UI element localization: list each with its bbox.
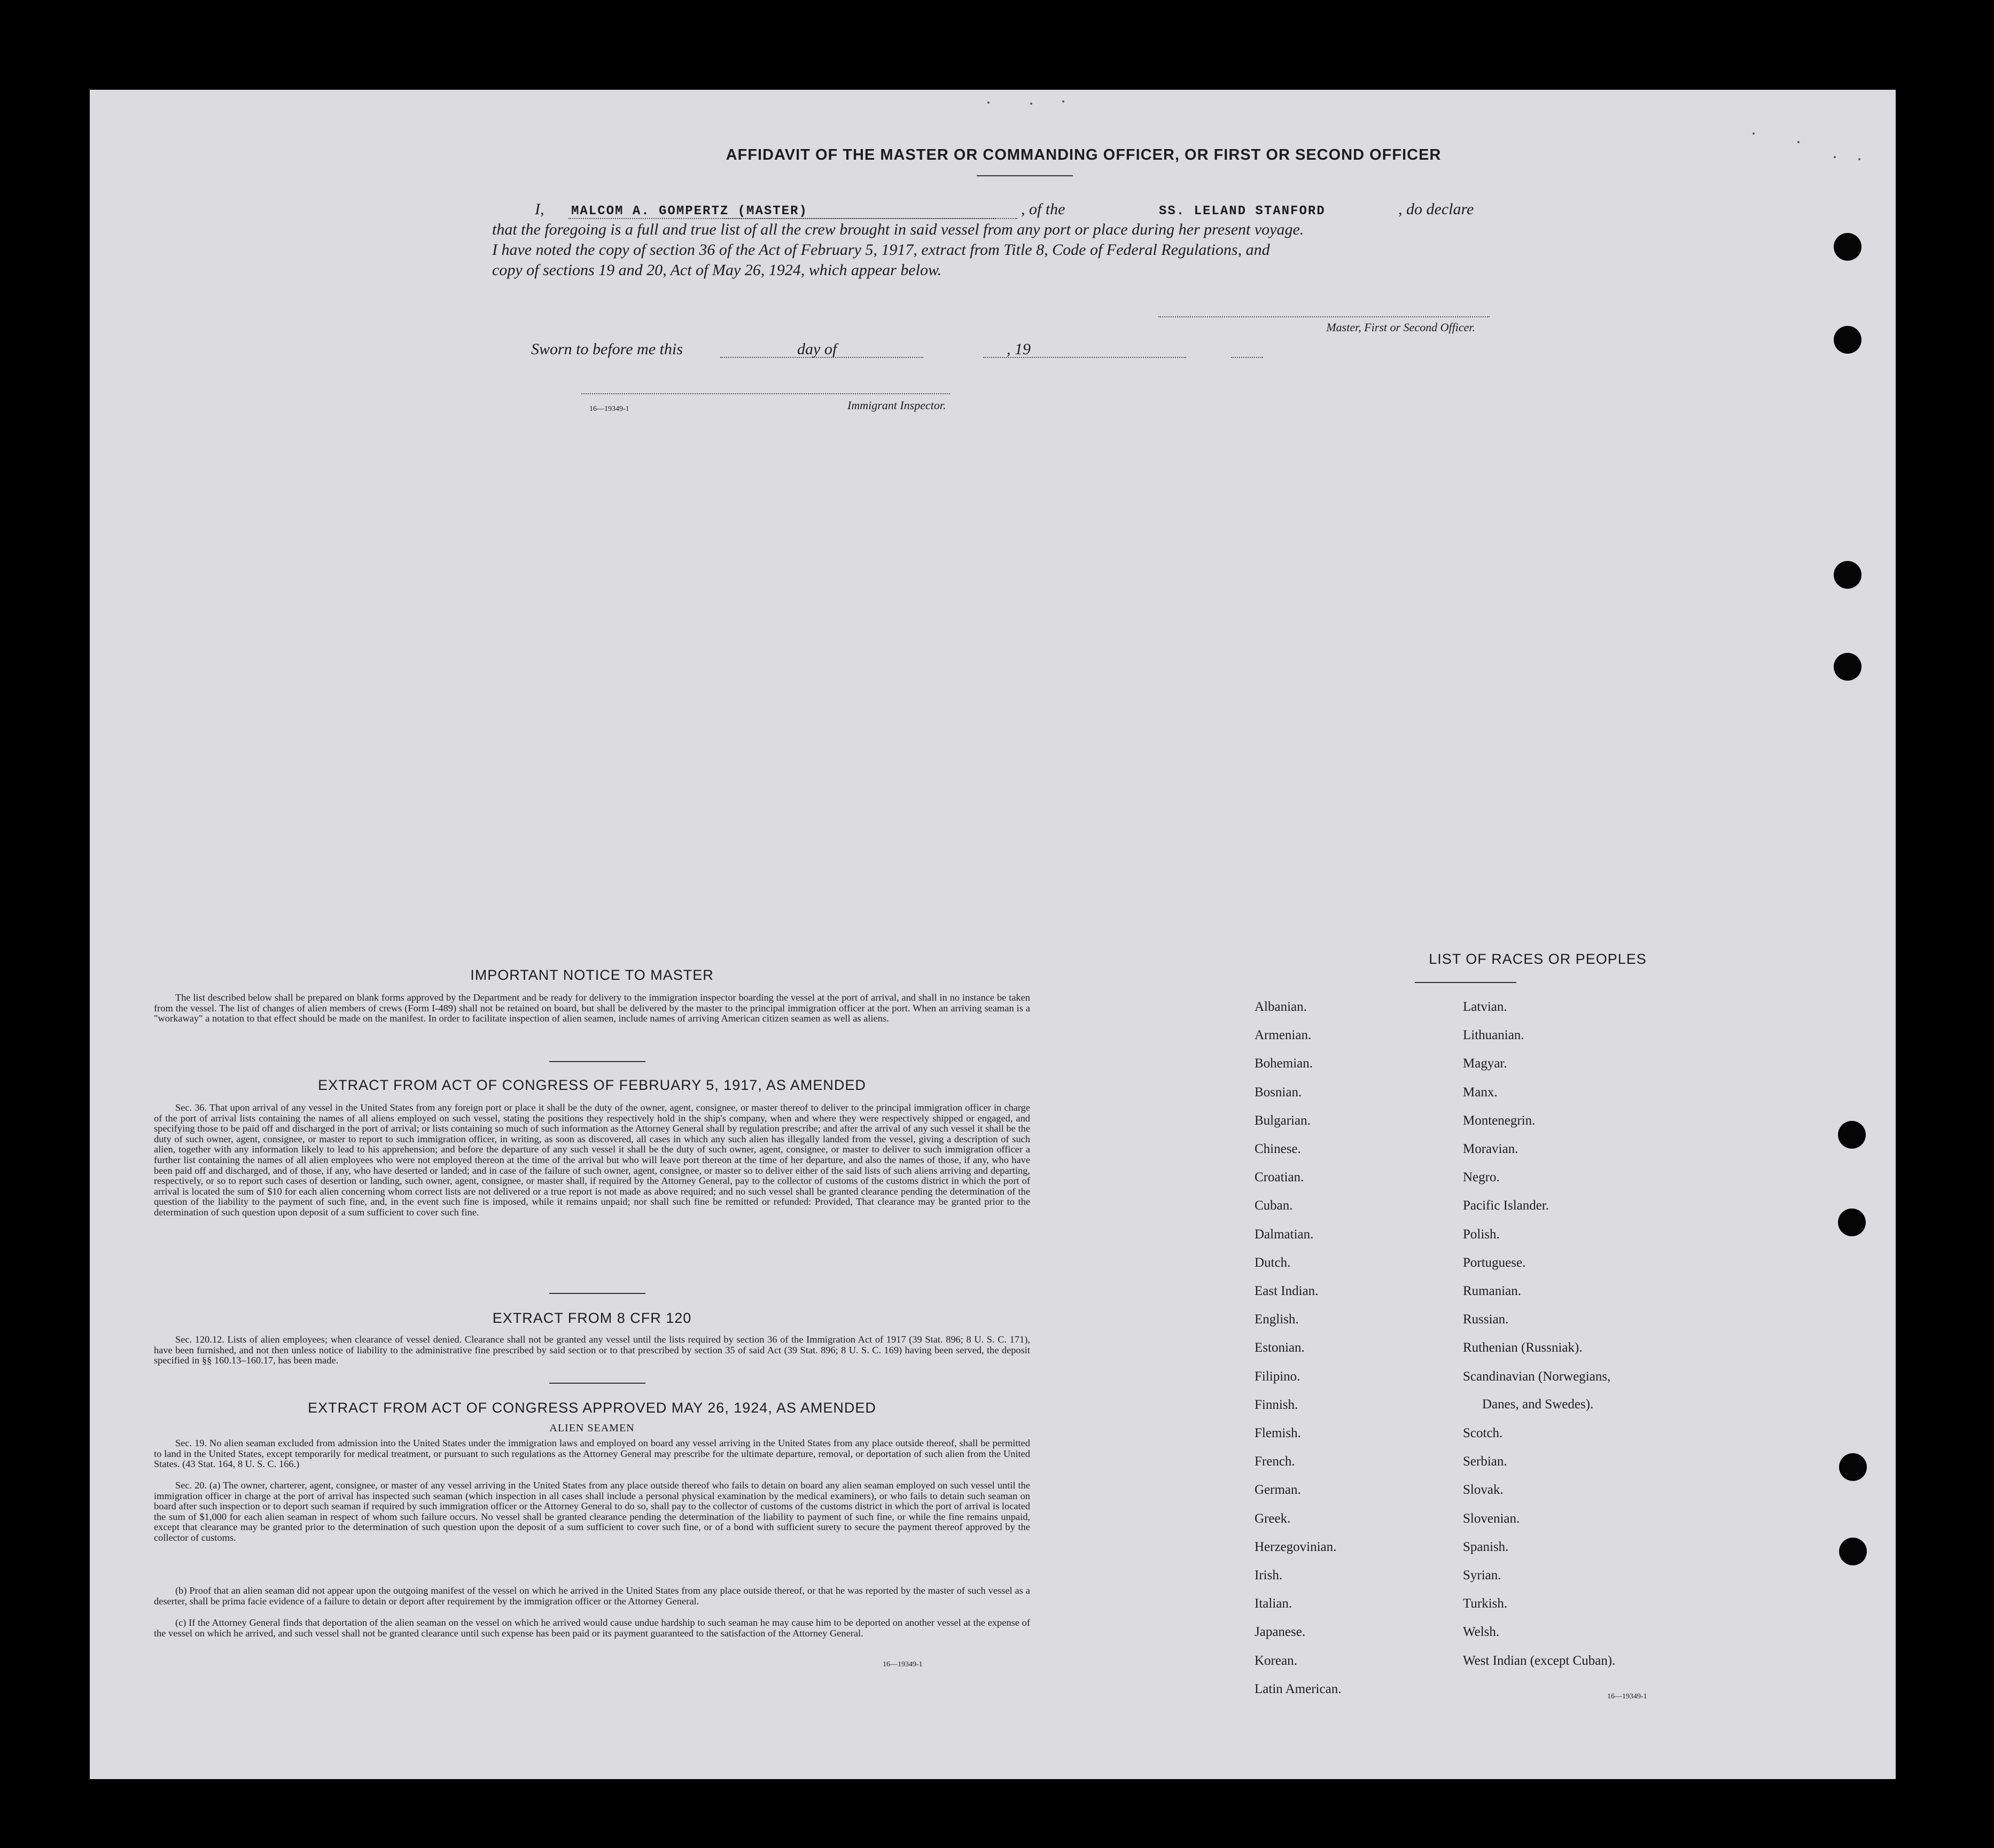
races-title: LIST OF RACES OR PEOPLES xyxy=(1429,951,1647,967)
race-item: Turkish. xyxy=(1463,1596,1508,1611)
extract-1924-subtitle: ALIEN SEAMEN xyxy=(549,1422,635,1434)
race-item: Welsh. xyxy=(1463,1625,1500,1640)
race-item: Lithuanian. xyxy=(1463,1028,1524,1043)
declaration-line-1 xyxy=(492,199,1497,220)
race-item: Negro. xyxy=(1463,1170,1500,1185)
race-item: Italian. xyxy=(1255,1596,1292,1611)
punch-hole xyxy=(1839,1538,1867,1565)
extract-1924-sec20c: (c) If the Attorney General finds that deportation of the alien seaman on the vessel on which he arrived would cause undue hardship to such seaman he may cause him to be deported on another vessel at the expense of the vessel on which he arrived, and such vessel shall not be granted clearance until such expense has been paid or its payment guaranteed to the satisfaction of the Attorney General. xyxy=(154,1617,1030,1639)
race-item: Moravian. xyxy=(1463,1142,1518,1156)
vessel-fill-line xyxy=(723,218,996,219)
race-item: Magyar. xyxy=(1463,1056,1507,1071)
race-item: Russian. xyxy=(1463,1312,1509,1327)
race-item: Chinese. xyxy=(1255,1142,1301,1156)
sworn-year: , 19 xyxy=(1007,340,1031,358)
speck xyxy=(1797,141,1800,143)
race-item: Dalmatian. xyxy=(1255,1227,1314,1242)
race-item: Herzegovinian. xyxy=(1255,1539,1337,1554)
punch-hole xyxy=(1834,653,1861,681)
race-item: Syrian. xyxy=(1463,1568,1501,1582)
race-item: Scandinavian (Norwegians, xyxy=(1463,1369,1611,1384)
inspector-caption: Immigrant Inspector. xyxy=(847,399,946,412)
race-item: Slovenian. xyxy=(1463,1511,1520,1526)
notice-text: The list described below shall be prepared on blank forms approved by the Department and be ready for delivery to the immigration inspector boarding the vessel at the port of arrival, and shall in no instance be taken from the vessel. The list of changes of alien members of crews (Form I-489) shall not be retained on board, but shall be delivered by the master to the principal immigration officer at the port. When an arriving seaman is a "workaway" a notation to that effect should be made on the manifest. In order to facilitate inspection of alien seamen, include names of arriving American citizen seamen as well as aliens. xyxy=(154,992,1030,1024)
race-item: Slovak. xyxy=(1463,1483,1504,1498)
master-name: MALCOM A. GOMPERTZ (MASTER) xyxy=(571,204,808,219)
race-item: Finnish. xyxy=(1255,1397,1298,1412)
extract-cfr-title: EXTRACT FROM 8 CFR 120 xyxy=(492,1310,692,1326)
race-item: Croatian. xyxy=(1255,1170,1304,1185)
speck xyxy=(1030,103,1032,105)
race-item: Manx. xyxy=(1463,1085,1498,1100)
race-item: Spanish. xyxy=(1463,1539,1509,1554)
form-sheet xyxy=(90,90,1896,1779)
punch-hole xyxy=(1834,561,1861,589)
signature-caption: Master, First or Second Officer. xyxy=(1326,321,1475,334)
race-item: Serbian. xyxy=(1463,1454,1507,1469)
race-item: East Indian. xyxy=(1255,1284,1319,1298)
declaration-pre-name: I, xyxy=(535,200,544,218)
sworn-day-of: day of xyxy=(797,340,837,358)
sworn-day-fill xyxy=(720,357,923,358)
speck xyxy=(1858,158,1860,160)
race-item: Danes, and Swedes). xyxy=(1482,1397,1594,1412)
race-item: Filipino. xyxy=(1255,1369,1300,1384)
race-item: Bohemian. xyxy=(1255,1056,1313,1071)
race-item: Korean. xyxy=(1255,1653,1297,1668)
extract-1924-sec19: Sec. 19. No alien seaman excluded from admission into the United States under the immigration laws and employed on board any vessel arriving in the United States from any place outside thereof, shall be permitted to land in the United States, except temporarily for medical treatment, or pursuant to such regulations as the Attorney General may prescribe for the ultimate departure, removal, or deportation of such alien from the United States. (43 Stat. 164, 8 U. S. C. 166.) xyxy=(154,1438,1030,1470)
race-item: French. xyxy=(1255,1454,1295,1469)
extract-cfr-text: Sec. 120.12. Lists of alien employees; when clearance of vessel denied. Clearance shall not be granted any vessel until the lists required by section 36 of the Immigration Act of 1917 (39 Stat. 896; 8 U. S. C. 171), have been furnished, and not then unless notice of liability to the administrative fine prescribed by said section or to that prescribed by section 35 of said Act (39 Stat. 896; 8 U. S. C. 169) having been served, the deposit specified in §§ 160.13–160.17, has been made. xyxy=(154,1334,1030,1366)
punch-hole xyxy=(1834,233,1861,261)
title-rule xyxy=(977,175,1073,176)
declaration-line-3: I have noted the copy of section 36 of the Act of February 5, 1917, extract from Title 8, Code of Federal Regulations, and xyxy=(492,241,1270,259)
race-item: Bosnian. xyxy=(1255,1085,1302,1100)
affidavit-form-number: 16—19349-1 xyxy=(589,405,629,413)
sworn-prefix: Sworn to before me this xyxy=(531,340,683,358)
race-item: Armenian. xyxy=(1255,1028,1312,1043)
race-item: Albanian. xyxy=(1255,1000,1307,1014)
speck xyxy=(987,102,990,104)
races-rule xyxy=(1415,982,1516,983)
declaration-do-declare: , do declare xyxy=(1398,200,1474,218)
extract-1924-title: EXTRACT FROM ACT OF CONGRESS APPROVED MAY 26, 1924, AS AMENDED xyxy=(308,1400,876,1416)
vessel-name: SS. LELAND STANFORD xyxy=(1159,204,1326,219)
affidavit-title: AFFIDAVIT OF THE MASTER OR COMMANDING OFFICER, OR FIRST OR SECOND OFFICER xyxy=(726,146,1442,163)
extract-1917-text: Sec. 36. That upon arrival of any vessel in the United States from any foreign port or place it shall be the duty of the owner, agent, consignee, or master thereof to deliver to the principal immigration officer in charge of the port of arrival lists containing the names of all aliens employed on such vessel, stating the positions they respectively hold in the ship's company, when and where they were respectively shipped or engaged, and specifying those to be paid off and discharged in the port of arrival; or lists containing so much of such information as the Attorney General shall by regulation prescribe; and after the arrival of any such vessel it shall be the duty of such owner, agent, consignee, or master to report to such immigration officer, in writing, as soon as discovered, all cases in which any such alien has illegally landed from the vessel, giving a description of such alien, together with any information likely to lead to his apprehension; and before the departure of any such vessel it shall be the duty of such owner, agent, consignee, or master to deliver to such immigration officer a further list containing the names of all alien employees who were not employed thereon at the time of the arrival but who will leave port thereon at the time of her departure, and also the names of those, if any, who have been paid off and discharged, and of those, if any, who have deserted or landed; and in case of the failure of such owner, agent, consignee, or master so to deliver either of the said lists of such aliens arriving and departing, respectively, or so to report such cases of desertion or landing, such owner, agent, consignee, or master shall, if required by the Attorney General, pay to the collector of customs of the customs district in which the port of arrival is located the sum of $10 for each alien concerning whom correct lists are not delivered or a true report is not made as above required; and no such vessel shall be granted clearance pending the determination of the question of the liability to the payment of such fine, and, in the event such fine is imposed, while it remains unpaid; nor shall such fine be remitted or refunded: Provided, That clearance may be granted prior to the determination of such question upon deposit of a sum sufficient to cover such fine. xyxy=(154,1102,1030,1218)
punch-hole xyxy=(1839,1453,1867,1481)
sworn-month-fill xyxy=(983,357,1186,358)
race-item: Scotch. xyxy=(1463,1426,1503,1440)
race-item: Bulgarian. xyxy=(1255,1113,1311,1128)
declaration-line-2: that the foregoing is a full and true list of all the crew brought in said vessel from any port or place during her present voyage. xyxy=(492,221,1304,238)
race-item: German. xyxy=(1255,1483,1301,1498)
punch-hole xyxy=(1838,1208,1866,1236)
race-item: Irish. xyxy=(1255,1568,1283,1582)
declaration-of-the: , of the xyxy=(1021,200,1065,218)
speck xyxy=(1062,100,1064,103)
race-item: Estonian. xyxy=(1255,1340,1305,1355)
speck xyxy=(1752,132,1755,135)
extract-cfr-rule xyxy=(549,1383,645,1384)
inspector-line xyxy=(581,393,950,394)
race-item: Flemish. xyxy=(1255,1426,1301,1440)
race-item: Montenegrin. xyxy=(1463,1113,1536,1128)
speck xyxy=(1834,156,1836,158)
extract-1917-rule xyxy=(549,1293,645,1294)
race-item: West Indian (except Cuban). xyxy=(1463,1653,1616,1668)
race-item: Portuguese. xyxy=(1463,1255,1526,1270)
declaration-line-4: copy of sections 19 and 20, Act of May 26, 1924, which appear below. xyxy=(492,261,942,279)
race-item: English. xyxy=(1255,1312,1299,1327)
notice-title: IMPORTANT NOTICE TO MASTER xyxy=(470,967,714,983)
extract-1917-title: EXTRACT FROM ACT OF CONGRESS OF FEBRUARY 5, 1917, AS AMENDED xyxy=(318,1077,866,1093)
race-item: Cuban. xyxy=(1255,1198,1293,1213)
race-item: Ruthenian (Russniak). xyxy=(1463,1340,1583,1355)
race-item: Dutch. xyxy=(1255,1255,1291,1270)
race-item: Latvian. xyxy=(1463,1000,1507,1014)
extract-1924-sec20b: (b) Proof that an alien seaman did not appear upon the outgoing manifest of the vessel on which he arrived in the United States from any place outside thereof, or that he was reported by the master of such vessel as a deserter, shall be prima facie evidence of a failure to detain or deport after requirement by the immigration officer or the Attorney General. xyxy=(154,1585,1030,1607)
races-form-number: 16—19349-1 xyxy=(1607,1693,1647,1701)
race-item: Polish. xyxy=(1463,1227,1500,1242)
race-item: Latin American. xyxy=(1255,1681,1342,1696)
notice-rule xyxy=(549,1061,645,1062)
race-item: Japanese. xyxy=(1255,1625,1306,1640)
race-item: Greek. xyxy=(1255,1511,1291,1526)
race-item: Pacific Islander. xyxy=(1463,1198,1549,1213)
signature-line xyxy=(1158,316,1490,317)
punch-hole xyxy=(1838,1121,1866,1149)
sworn-year-fill xyxy=(1231,357,1263,358)
extract-1924-sec20a: Sec. 20. (a) The owner, charterer, agent, consignee, or master of any vessel arriving in the United States from any place outside thereof who fails to detain on board any alien seaman employed on such vessel until the immigration officer in charge at the port of arrival has inspected such seaman (which inspection in all cases shall include a personal physical examination by the medical examiners), or who fails to detain such seaman on board after such inspection or to deport such seaman if required by such immigration officer or the Attorney General to do so, shall pay to the collector of customs of the customs district in which the port of arrival is located the sum of $1,000 for each alien seaman in respect of whom such failure occurs. No vessel shall be granted clearance pending the determination of the liability to payment of such fine, or while the fine remains unpaid, except that clearance may be granted prior to the determination of such question upon the deposit of a sum sufficient to cover such fine, or of a bond with sufficient surety to secure the payment thereof approved by the collector of customs. xyxy=(154,1480,1030,1543)
race-item: Rumanian. xyxy=(1463,1284,1522,1298)
extract-1924-form-number: 16—19349-1 xyxy=(883,1660,923,1668)
punch-hole xyxy=(1834,326,1861,354)
